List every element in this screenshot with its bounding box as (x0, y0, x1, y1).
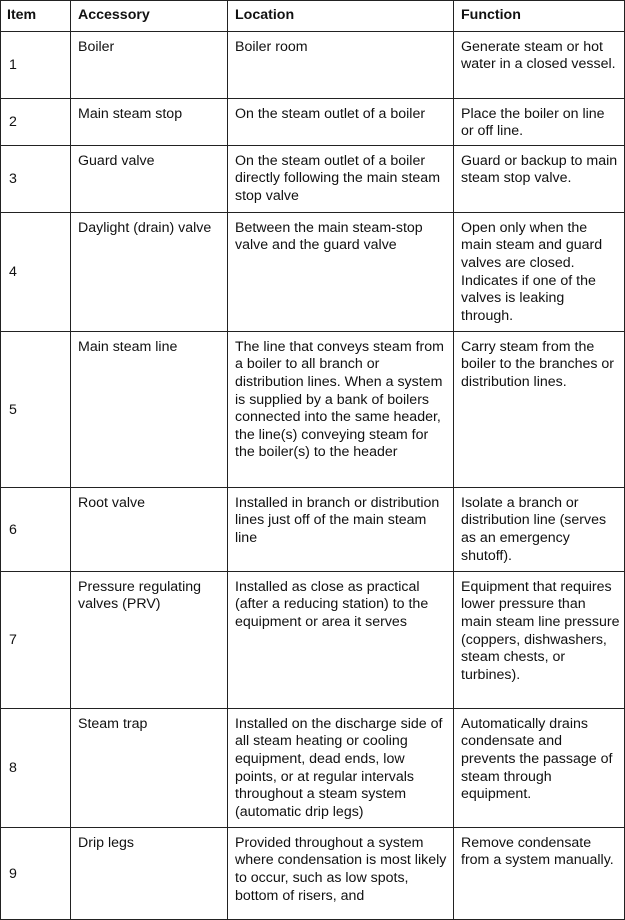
table-row (1, 487, 625, 571)
table-row (1, 145, 625, 212)
table-row (1, 98, 625, 145)
table-row (1, 571, 625, 708)
accessory-cell: Steam trap (71, 708, 228, 827)
location-cell: On the steam outlet of a boiler directly following the main steam stop valve (228, 145, 454, 212)
location-cell: Provided throughout a system where condensation is most likely to occur, such as low spots, bottom of risers, and (228, 827, 454, 919)
function-cell: Guard or backup to main steam stop valve. (454, 145, 625, 212)
header-item: Item (1, 1, 71, 32)
item-number: 9 (1, 827, 71, 919)
table-header-row (1, 1, 625, 32)
table-row (1, 331, 625, 487)
location-cell: Installed as close as practical (after a reducing station) to the equipment or area it serves (228, 571, 454, 708)
item-number: 2 (1, 98, 71, 145)
location-cell: Between the main steam-stop valve and the guard valve (228, 212, 454, 331)
accessory-cell: Main steam line (71, 331, 228, 487)
accessory-cell: Guard valve (71, 145, 228, 212)
accessory-cell: Drip legs (71, 827, 228, 919)
header-location: Location (228, 1, 454, 32)
location-cell: Installed in branch or distribution lines just off of the main steam line (228, 487, 454, 571)
item-number: 6 (1, 487, 71, 571)
table-row (1, 212, 625, 331)
location-cell: On the steam outlet of a boiler (228, 98, 454, 145)
function-cell: Generate steam or hot water in a closed vessel. (454, 31, 625, 98)
table-row (1, 708, 625, 827)
item-number: 5 (1, 331, 71, 487)
function-cell: Remove condensate from a system manually. (454, 827, 625, 919)
function-cell: Open only when the main steam and guard valves are closed. Indicates if one of the valves is leaking through. (454, 212, 625, 331)
accessory-cell: Boiler (71, 31, 228, 98)
function-cell: Automatically drains condensate and prevents the passage of steam through equipment. (454, 708, 625, 827)
item-number: 4 (1, 212, 71, 331)
accessory-cell: Daylight (drain) valve (71, 212, 228, 331)
table-row (1, 827, 625, 919)
item-number: 8 (1, 708, 71, 827)
item-number: 1 (1, 31, 71, 98)
location-cell: Boiler room (228, 31, 454, 98)
header-function: Function (454, 1, 625, 32)
accessory-cell: Root valve (71, 487, 228, 571)
item-number: 7 (1, 571, 71, 708)
header-accessory: Accessory (71, 1, 228, 32)
accessory-cell: Main steam stop (71, 98, 228, 145)
table-row (1, 31, 625, 98)
function-cell: Place the boiler on line or off line. (454, 98, 625, 145)
function-cell: Equipment that requires lower pressure than main steam line pressure (coppers, dishwashers, steam chests, or turbines). (454, 571, 625, 708)
function-cell: Isolate a branch or distribution line (serves as an emergency shutoff). (454, 487, 625, 571)
function-cell: Carry steam from the boiler to the branches or distribution lines. (454, 331, 625, 487)
location-cell: Installed on the discharge side of all steam heating or cooling equipment, dead ends, low points, or at regular intervals throughout a steam system (automatic drip legs) (228, 708, 454, 827)
location-cell: The line that conveys steam from a boiler to all branch or distribution lines. When a system is supplied by a bank of boilers connected into the same header, the line(s) conveying steam for the boiler(s) to the header (228, 331, 454, 487)
item-number: 3 (1, 145, 71, 212)
accessory-cell: Pressure regulating valves (PRV) (71, 571, 228, 708)
